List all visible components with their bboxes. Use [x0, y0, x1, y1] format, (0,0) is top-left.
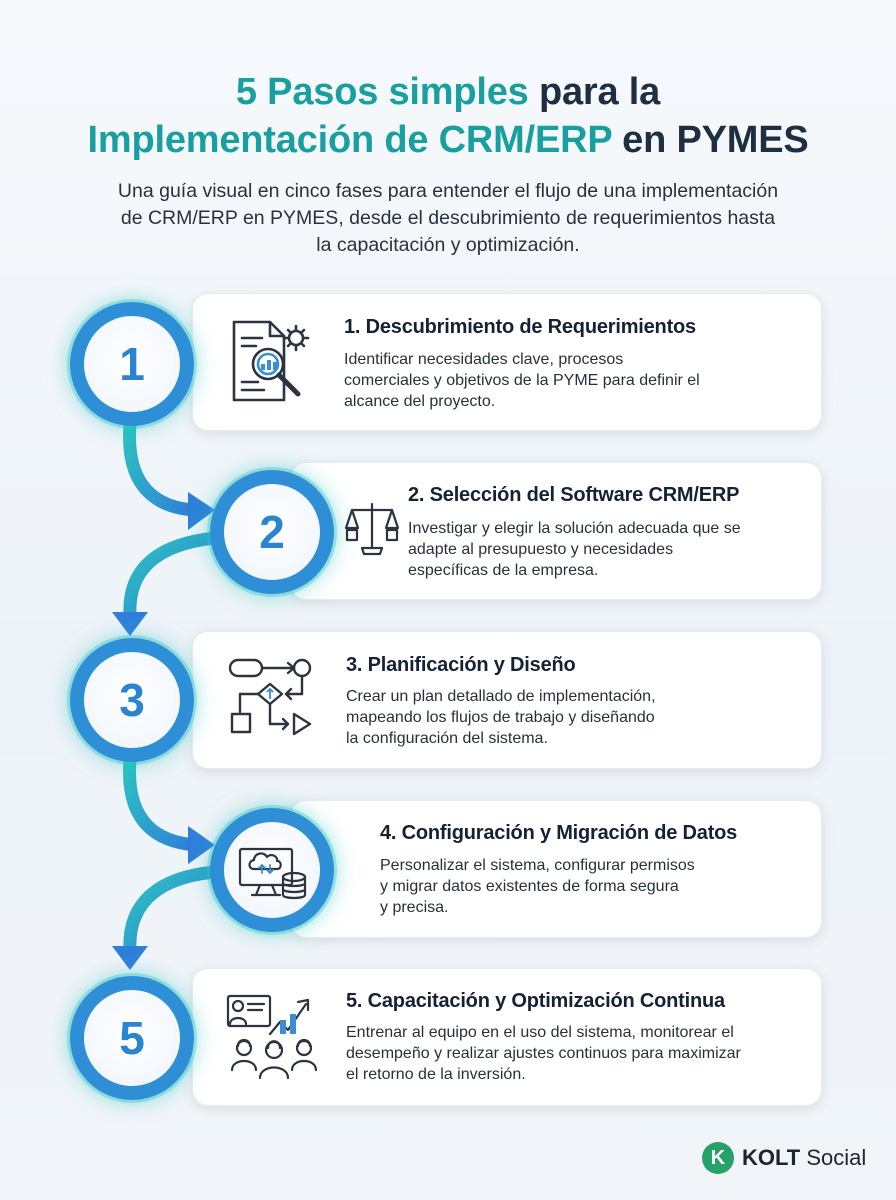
brand-logo-block: [702, 1142, 866, 1174]
desc-line: Investigar y elegir la solución adecuada que se: [408, 520, 741, 537]
step-desc-1: [344, 349, 804, 412]
brand-logo-icon: K: [702, 1142, 734, 1174]
step-circle-5: [70, 976, 194, 1100]
arrow-4-to-5: [130, 872, 215, 950]
step-number: 3: [119, 674, 145, 726]
subtitle-line: la capacitación y optimización.: [316, 234, 580, 256]
desc-line: la configuración del sistema.: [346, 730, 548, 747]
step-title-1: 1. Descubrimiento de Requerimientos: [344, 316, 696, 338]
balance-scale-icon: [344, 498, 400, 558]
desc-line: adapte al presupuesto y necesidades: [408, 541, 674, 558]
title-line1-highlight: 5 Pasos simples: [235, 71, 529, 113]
document-search-gear-icon: [228, 316, 318, 410]
desc-line: Entrenar al equipo en el uso del sistema, monitorear el: [346, 1024, 734, 1041]
desc-line: desempeño y realizar ajustes continuos para maximizar: [346, 1045, 741, 1062]
step-title-4: 4. Configuración y Migración de Datos: [380, 822, 738, 844]
step-desc-2: [408, 518, 808, 581]
desc-line: Identificar necesidades clave, procesos: [344, 351, 624, 368]
arrow-2-to-3: [130, 538, 215, 615]
step-title-3: 3. Planificación y Diseño: [346, 654, 576, 676]
step-circle-1: [70, 302, 194, 426]
step-number: 2: [259, 506, 285, 558]
desc-line: y precisa.: [380, 899, 449, 916]
step-number: 1: [119, 338, 145, 390]
brand-name-rest: Social: [800, 1145, 867, 1170]
title-line2-highlight: Implementación de CRM/ERP: [87, 119, 612, 161]
desc-line: y migrar datos existentes de forma segura: [380, 878, 679, 895]
arrow-3-to-4: [130, 760, 195, 845]
desc-line: mapeando los flujos de trabajo y diseñando: [346, 709, 655, 726]
workflow-diagram-icon: [226, 654, 318, 746]
desc-line: comerciales y objetivos de la PYME para definir el: [344, 372, 700, 389]
subtitle-line: de CRM/ERP en PYMES, desde el descubrimiento de requerimientos hasta: [120, 207, 776, 229]
desc-line: alcance del proyecto.: [344, 393, 496, 410]
title-line1-rest: para la: [538, 71, 661, 113]
step-circle-3: [70, 638, 194, 762]
desc-line: el retorno de la inversión.: [346, 1066, 526, 1083]
arrowhead: [112, 612, 148, 636]
desc-line: específicas de la empresa.: [408, 562, 599, 579]
brand-name: [742, 1145, 866, 1171]
arrowhead: [112, 946, 148, 970]
step-title-2: 2. Selección del Software CRM/ERP: [408, 484, 740, 506]
step-circle-2: [210, 470, 334, 594]
subtitle-line: Una guía visual en cinco fases para entender el flujo de una implementación: [117, 180, 779, 202]
brand-name-bold: KOLT: [742, 1145, 801, 1170]
step-title-5: 5. Capacitación y Optimización Continua: [346, 990, 725, 1012]
desc-line: Crear un plan detallado de implementación,: [346, 688, 656, 705]
step-number: 5: [119, 1012, 145, 1064]
title-line2-rest: en PYMES: [622, 119, 809, 161]
cloud-monitor-database-icon: [234, 835, 310, 905]
arrow-1-to-2: [130, 425, 195, 510]
training-growth-team-icon: [224, 990, 324, 1086]
step-desc-3: [346, 686, 766, 749]
step-desc-5: [346, 1022, 806, 1085]
desc-line: Personalizar el sistema, configurar permisos: [380, 857, 695, 874]
step-desc-4: [380, 855, 800, 918]
step-circle-4: [210, 808, 334, 932]
